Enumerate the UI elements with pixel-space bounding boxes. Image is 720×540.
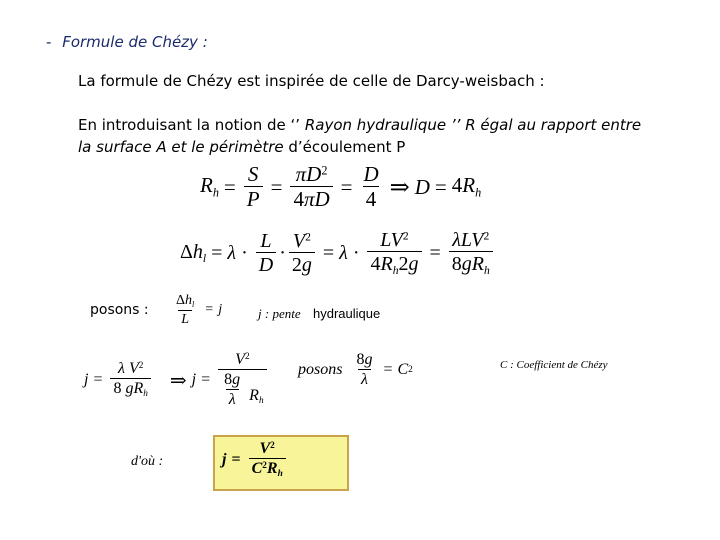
posons-word: posons xyxy=(298,361,343,378)
dou-label: d'où : xyxy=(131,454,164,469)
equation-head-loss: $\Delta h_l$ = λ · $\frac{L}{D}$ · $\frac{V^2}{2g}$ = λ · $\frac{LV^2}{4R_h2g}$ = $\frac{\lambda LV^2}{8gR_h}$ xyxy=(180,230,496,277)
equation-chezy-final: j = $\frac{V^2}{C^2R_h}$ xyxy=(222,441,289,480)
heading xyxy=(46,33,208,51)
chezy-label: C : Coefficient de Chézy xyxy=(500,359,608,371)
slope-word: hydraulique xyxy=(313,306,381,321)
heading-dash: - xyxy=(46,33,52,51)
posons-label: posons : xyxy=(90,302,149,318)
intro-text: La formule de Chézy est inspirée de celle de Darcy-weisbach : xyxy=(78,72,545,90)
note-prefix: En introduisant la notion de ‘’ xyxy=(78,116,305,134)
note-paragraph xyxy=(78,114,658,158)
note-italic: Rayon hydraulique ’’ R égal au rapport entre la surface A et le périmètre xyxy=(78,116,642,156)
heading-text: Formule de Chézy : xyxy=(62,33,208,51)
equation-j: j = $\frac{\lambda V^2}{8 gR_h}$ ⇒ j = $V^2$ $\frac{8g}{\lambda}$ $R_h$ xyxy=(84,352,270,408)
slope-label: j : pente xyxy=(258,306,301,321)
equation-slope: $\frac{\Delta h_l}{L}$ = j xyxy=(176,293,223,327)
note-suffix: d’écoulement P xyxy=(283,138,406,156)
equation-posons-chezy: posons $\frac{8g}{\lambda}$ = C 2 xyxy=(298,351,413,388)
equation-hydraulic-radius: $R_h$ = $\frac{S}{P}$ = $\frac{\pi D^2}{4\pi D}$ = $\frac{D}{4}$ ⇒ D = $4R_h$ xyxy=(200,162,482,211)
